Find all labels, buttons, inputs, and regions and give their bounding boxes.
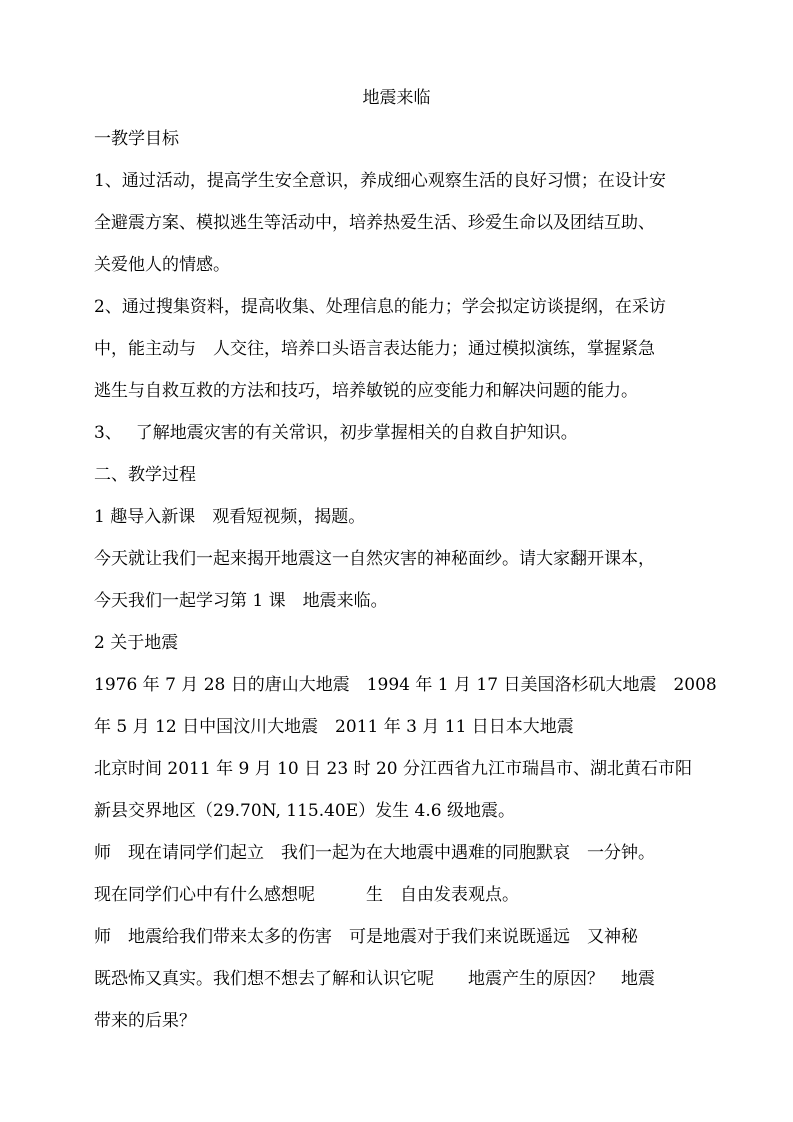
earthquake-news-line-2: 新县交界地区（29.70N, 115.40E）发生 4.6 级地震。	[94, 801, 515, 821]
teacher-line-3: 既恐怖又真实。我们想不想去了解和认识它呢 地震产生的原因？ 地震	[94, 969, 655, 989]
objective-1-line-2: 全避震方案、模拟逃生等活动中，培养热爱生活、珍爱生命以及团结互助、	[94, 213, 655, 233]
teacher-line-4: 带来的后果？	[94, 1011, 196, 1031]
earthquake-list-line-1: 1976 年 7 月 28 日的唐山大地震 1994 年 1 月 17 日美国洛杉矶大地震 2008	[94, 675, 717, 695]
objective-1-line-3: 关爱他人的情感。	[94, 255, 230, 275]
document-title: 地震来临	[362, 88, 431, 108]
process-intro-line: 1 趣导入新课 观看短视频，揭题。	[94, 507, 366, 527]
earthquake-list-line-2: 年 5 月 12 日中国汶川大地震 2011 年 3 月 11 日日本大地震	[94, 717, 574, 737]
student-response-line: 现在同学们心中有什么感想呢 生 自由发表观点。	[94, 885, 519, 905]
objective-2-line-3: 逃生与自救互救的方法和技巧，培养敏锐的应变能力和解决问题的能力。	[94, 381, 638, 401]
process-text-line-2: 今天我们一起学习第 1 课 地震来临。	[94, 591, 388, 611]
section-heading-process: 二、教学过程	[94, 465, 196, 485]
objective-3-line: 3、 了解地震灾害的有关常识，初步掌握相关的自救自护知识。	[94, 423, 578, 443]
about-earthquake-heading: 2 关于地震	[94, 633, 179, 653]
teacher-line-2: 师 地震给我们带来太多的伤害 可是地震对于我们来说既遥远 又神秘	[94, 927, 638, 947]
objective-2-line-1: 2、通过搜集资料，提高收集、处理信息的能力；学会拟定访谈提纲，在采访	[94, 297, 666, 317]
objective-2-line-2: 中，能主动与 人交往，培养口头语言表达能力；通过模拟演练，掌握紧急	[94, 339, 655, 359]
earthquake-news-line-1: 北京时间 2011 年 9 月 10 日 23 时 20 分江西省九江市瑞昌市、湖北黄石市阳	[94, 759, 693, 779]
section-heading-objectives: 一教学目标	[94, 129, 179, 149]
objective-1-line-1: 1、通过活动，提高学生安全意识，养成细心观察生活的良好习惯；在设计安	[94, 171, 666, 191]
process-text-line-1: 今天就让我们一起来揭开地震这一自然灾害的神秘面纱。请大家翻开课本，	[94, 549, 655, 569]
teacher-line-1: 师 现在请同学们起立 我们一起为在大地震中遇难的同胞默哀 一分钟。	[94, 843, 655, 863]
